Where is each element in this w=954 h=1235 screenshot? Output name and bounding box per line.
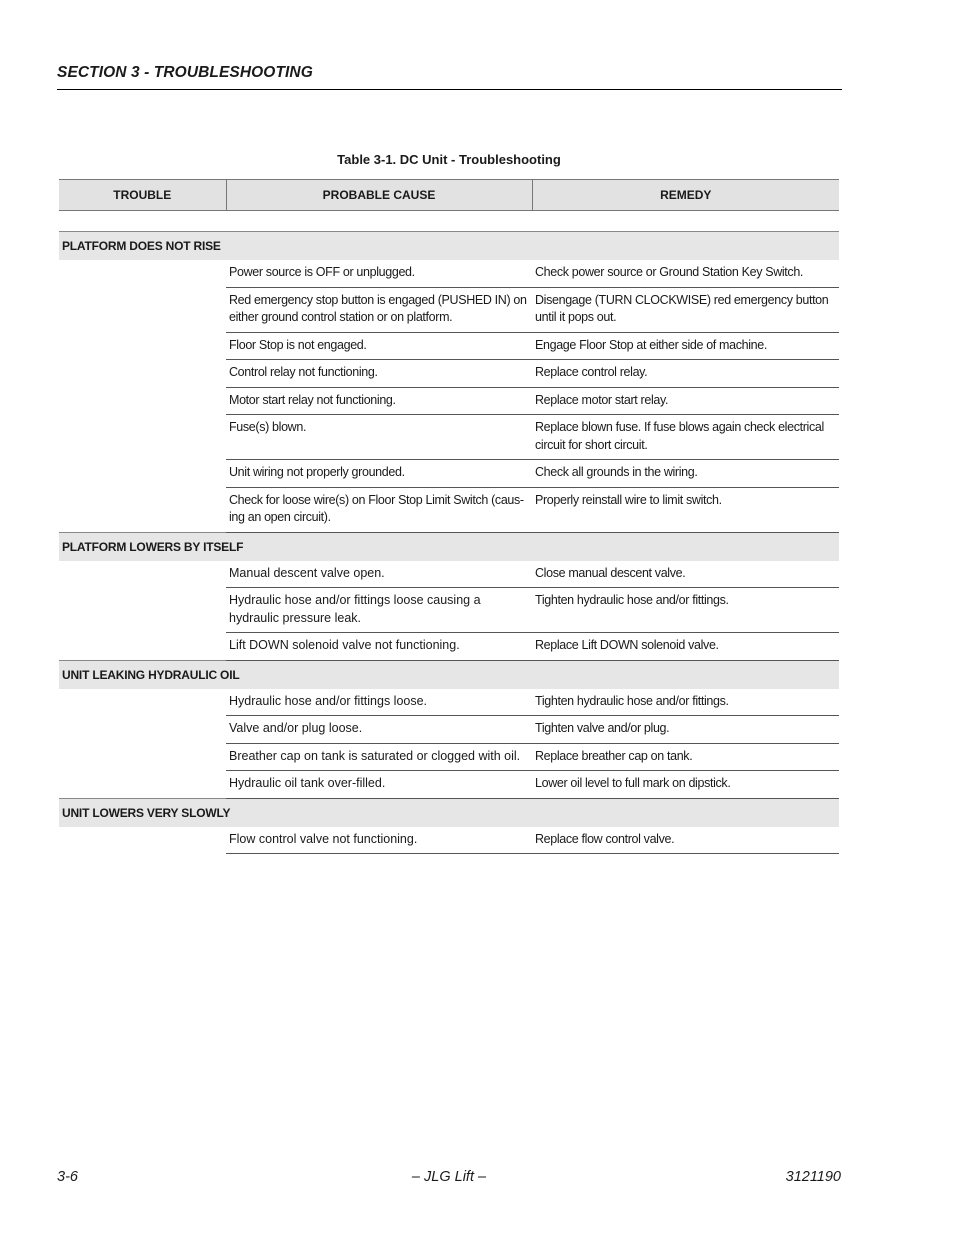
- trouble-label: PLATFORM LOWERS BY ITSELF: [59, 532, 839, 561]
- table-row: [59, 487, 839, 532]
- probable-cause-cell: Hydraulic oil tank over-filled.: [226, 771, 532, 799]
- probable-cause-cell: Power source is OFF or unplugged.: [226, 260, 532, 287]
- probable-cause-cell: Lift DOWN solenoid valve not functioning.: [226, 633, 532, 661]
- remedy-cell: Replace flow control valve.: [532, 827, 839, 854]
- trouble-cell-empty: [59, 827, 226, 854]
- probable-cause-cell: Check for loose wire(s) on Floor Stop Limit Switch (caus-ing an open circuit).: [226, 487, 532, 532]
- table-row: [59, 332, 839, 360]
- section-title: SECTION 3 - TROUBLESHOOTING: [57, 64, 313, 81]
- header-remedy: REMEDY: [532, 180, 839, 211]
- trouble-category-row: [59, 660, 839, 689]
- trouble-category-row: [59, 798, 839, 827]
- probable-cause-cell: Red emergency stop button is engaged (PUSHED IN) on either ground control station or on platform.: [226, 287, 532, 332]
- remedy-cell: Check all grounds in the wiring.: [532, 460, 839, 488]
- trouble-cell-empty: [59, 771, 226, 799]
- trouble-cell-empty: [59, 287, 226, 332]
- remedy-cell: Check power source or Ground Station Key Switch.: [532, 260, 839, 287]
- footer-page-number: 3-6: [57, 1169, 78, 1185]
- table-row: [59, 633, 839, 661]
- remedy-cell: Tighten valve and/or plug.: [532, 716, 839, 744]
- footer-doc-number: 3121190: [785, 1169, 841, 1185]
- table-row: [59, 561, 839, 588]
- probable-cause-cell: Floor Stop is not engaged.: [226, 332, 532, 360]
- probable-cause-cell: Hydraulic hose and/or fittings loose.: [226, 689, 532, 716]
- trouble-cell-empty: [59, 487, 226, 532]
- remedy-cell: Tighten hydraulic hose and/or fittings.: [532, 588, 839, 633]
- table-row: [59, 287, 839, 332]
- probable-cause-cell: Fuse(s) blown.: [226, 415, 532, 460]
- table-row: [59, 260, 839, 287]
- probable-cause-cell: Hydraulic hose and/or fittings loose causing a hydraulic pressure leak.: [226, 588, 532, 633]
- remedy-cell: Replace control relay.: [532, 360, 839, 388]
- trouble-cell-empty: [59, 689, 226, 716]
- probable-cause-cell: Motor start relay not functioning.: [226, 387, 532, 415]
- table-caption: Table 3-1. DC Unit - Troubleshooting: [337, 152, 561, 167]
- trouble-cell-empty: [59, 460, 226, 488]
- probable-cause-cell: Control relay not functioning.: [226, 360, 532, 388]
- trouble-cell-empty: [59, 633, 226, 661]
- table-body: [59, 211, 839, 854]
- table-row: [59, 588, 839, 633]
- table-header-row: [59, 180, 839, 211]
- trouble-cell-empty: [59, 260, 226, 287]
- probable-cause-cell: Flow control valve not functioning.: [226, 827, 532, 854]
- troubleshooting-table: [59, 179, 839, 854]
- trouble-label: PLATFORM DOES NOT RISE: [59, 232, 839, 261]
- remedy-cell: Engage Floor Stop at either side of machine.: [532, 332, 839, 360]
- trouble-cell-empty: [59, 415, 226, 460]
- trouble-cell-empty: [59, 743, 226, 771]
- trouble-cell-empty: [59, 561, 226, 588]
- remedy-cell: Close manual descent valve.: [532, 561, 839, 588]
- trouble-category-row: [59, 232, 839, 261]
- remedy-cell: Replace breather cap on tank.: [532, 743, 839, 771]
- remedy-cell: Replace Lift DOWN solenoid valve.: [532, 633, 839, 661]
- table-row: [59, 415, 839, 460]
- probable-cause-cell: Manual descent valve open.: [226, 561, 532, 588]
- trouble-cell-empty: [59, 332, 226, 360]
- remedy-cell: Replace blown fuse. If fuse blows again check electrical circuit for short circuit.: [532, 415, 839, 460]
- table-row: [59, 689, 839, 716]
- table-row: [59, 716, 839, 744]
- trouble-cell-empty: [59, 387, 226, 415]
- remedy-cell: Disengage (TURN CLOCKWISE) red emergency button until it pops out.: [532, 287, 839, 332]
- remedy-cell: Tighten hydraulic hose and/or fittings.: [532, 689, 839, 716]
- header-trouble: TROUBLE: [59, 180, 226, 211]
- header-probable-cause: PROBABLE CAUSE: [226, 180, 532, 211]
- probable-cause-cell: Valve and/or plug loose.: [226, 716, 532, 744]
- table-row: [59, 460, 839, 488]
- header-spacer: [59, 211, 839, 232]
- section-header: [57, 64, 842, 90]
- remedy-cell: Properly reinstall wire to limit switch.: [532, 487, 839, 532]
- table-row: [59, 743, 839, 771]
- trouble-label: UNIT LOWERS VERY SLOWLY: [59, 798, 839, 827]
- trouble-label: UNIT LEAKING HYDRAULIC OIL: [59, 660, 839, 689]
- table-row: [59, 387, 839, 415]
- trouble-cell-empty: [59, 588, 226, 633]
- trouble-cell-empty: [59, 716, 226, 744]
- remedy-cell: Lower oil level to full mark on dipstick.: [532, 771, 839, 799]
- probable-cause-cell: Breather cap on tank is saturated or clogged with oil.: [226, 743, 532, 771]
- table-row: [59, 771, 839, 799]
- trouble-category-row: [59, 532, 839, 561]
- table-row: [59, 360, 839, 388]
- probable-cause-cell: Unit wiring not properly grounded.: [226, 460, 532, 488]
- footer-center: – JLG Lift –: [411, 1169, 487, 1185]
- remedy-cell: Replace motor start relay.: [532, 387, 839, 415]
- trouble-cell-empty: [59, 360, 226, 388]
- table-row: [59, 827, 839, 854]
